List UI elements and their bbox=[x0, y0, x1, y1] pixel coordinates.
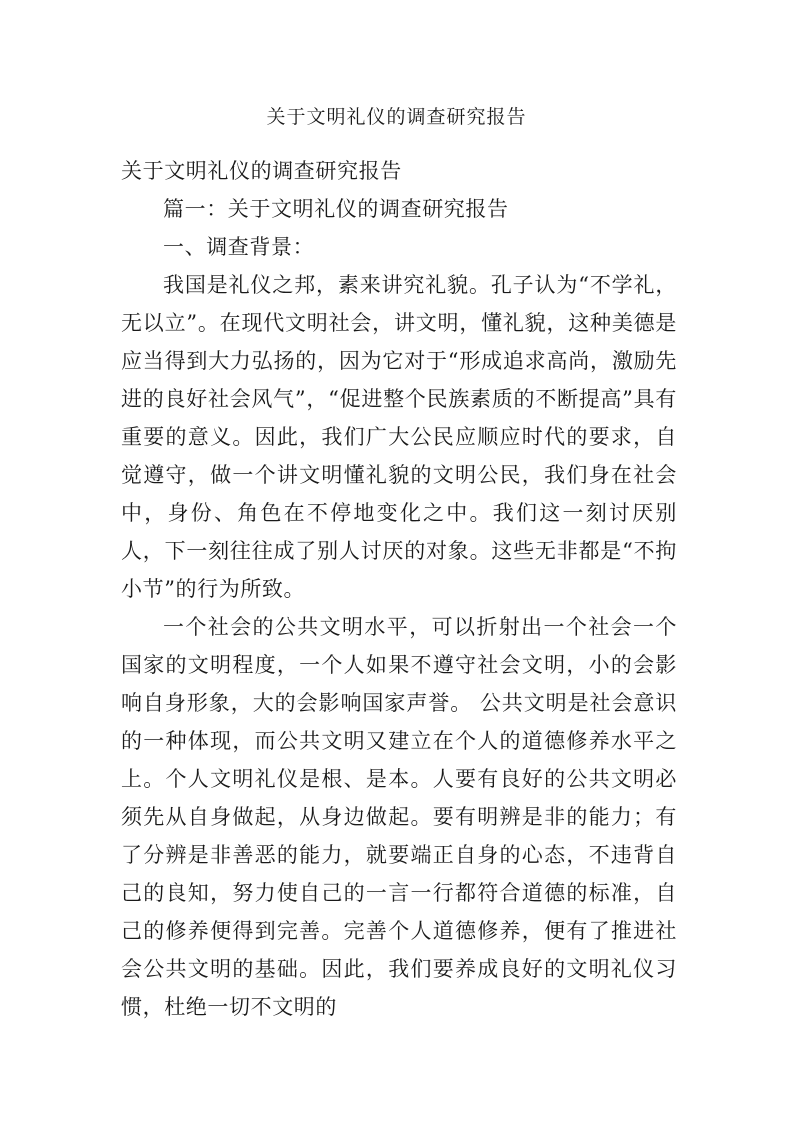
document-body bbox=[121, 152, 677, 1026]
section-heading: 一、调查背景： bbox=[163, 235, 315, 259]
paragraph-public-civility: 一个社会的公共文明水平，可以折射出一个社会一个国家的文明程度，一个人如果不遵守社会文明，小的会影响自身形象，大的会影响国家声誉。 公共文明是社会意识的一种体现，而公共文明又建立在个人的道德修养水平之上。个人文明礼仪是根、是本。人要有良好的公共文明必须先从自身做起，从身边做起。要有明辨是非的能力；有了分辨是非善恶的能力，就要端正自身的心态，不违背自己的良知，努力使自己的一言一行都符合道德的标准，自己的修养便得到完善。完善个人道德修养，便有了推进社会公共文明的基础。因此，我们要养成良好的文明礼仪习惯，杜绝一切不文明的 bbox=[121, 615, 677, 1019]
report-subtitle: 关于文明礼仪的调查研究报告 bbox=[121, 159, 402, 183]
document-title: 关于文明礼仪的调查研究报告 bbox=[266, 106, 527, 128]
paragraph-background: 我国是礼仪之邦，素来讲究礼貌。孔子认为“不学礼，无以立”。在现代文明社会，讲文明，懂礼貌，这种美德是应当得到大力弘扬的，因为它对于“形成追求高尚，激励先进的良好社会风气”，“促进整个民族素质的不断提高”具有重要的意义。因此，我们广大公民应顺应时代的要求，自觉遵守，做一个讲文明懂礼貌的文明公民，我们身在社会中，身份、角色在不停地变化之中。我们这一刻讨厌别人，下一刻往往成了别人讨厌的对象。这些无非都是“不拘小节”的行为所致。 bbox=[121, 273, 677, 601]
chapter-heading: 篇一：关于文明礼仪的调查研究报告 bbox=[163, 197, 509, 221]
